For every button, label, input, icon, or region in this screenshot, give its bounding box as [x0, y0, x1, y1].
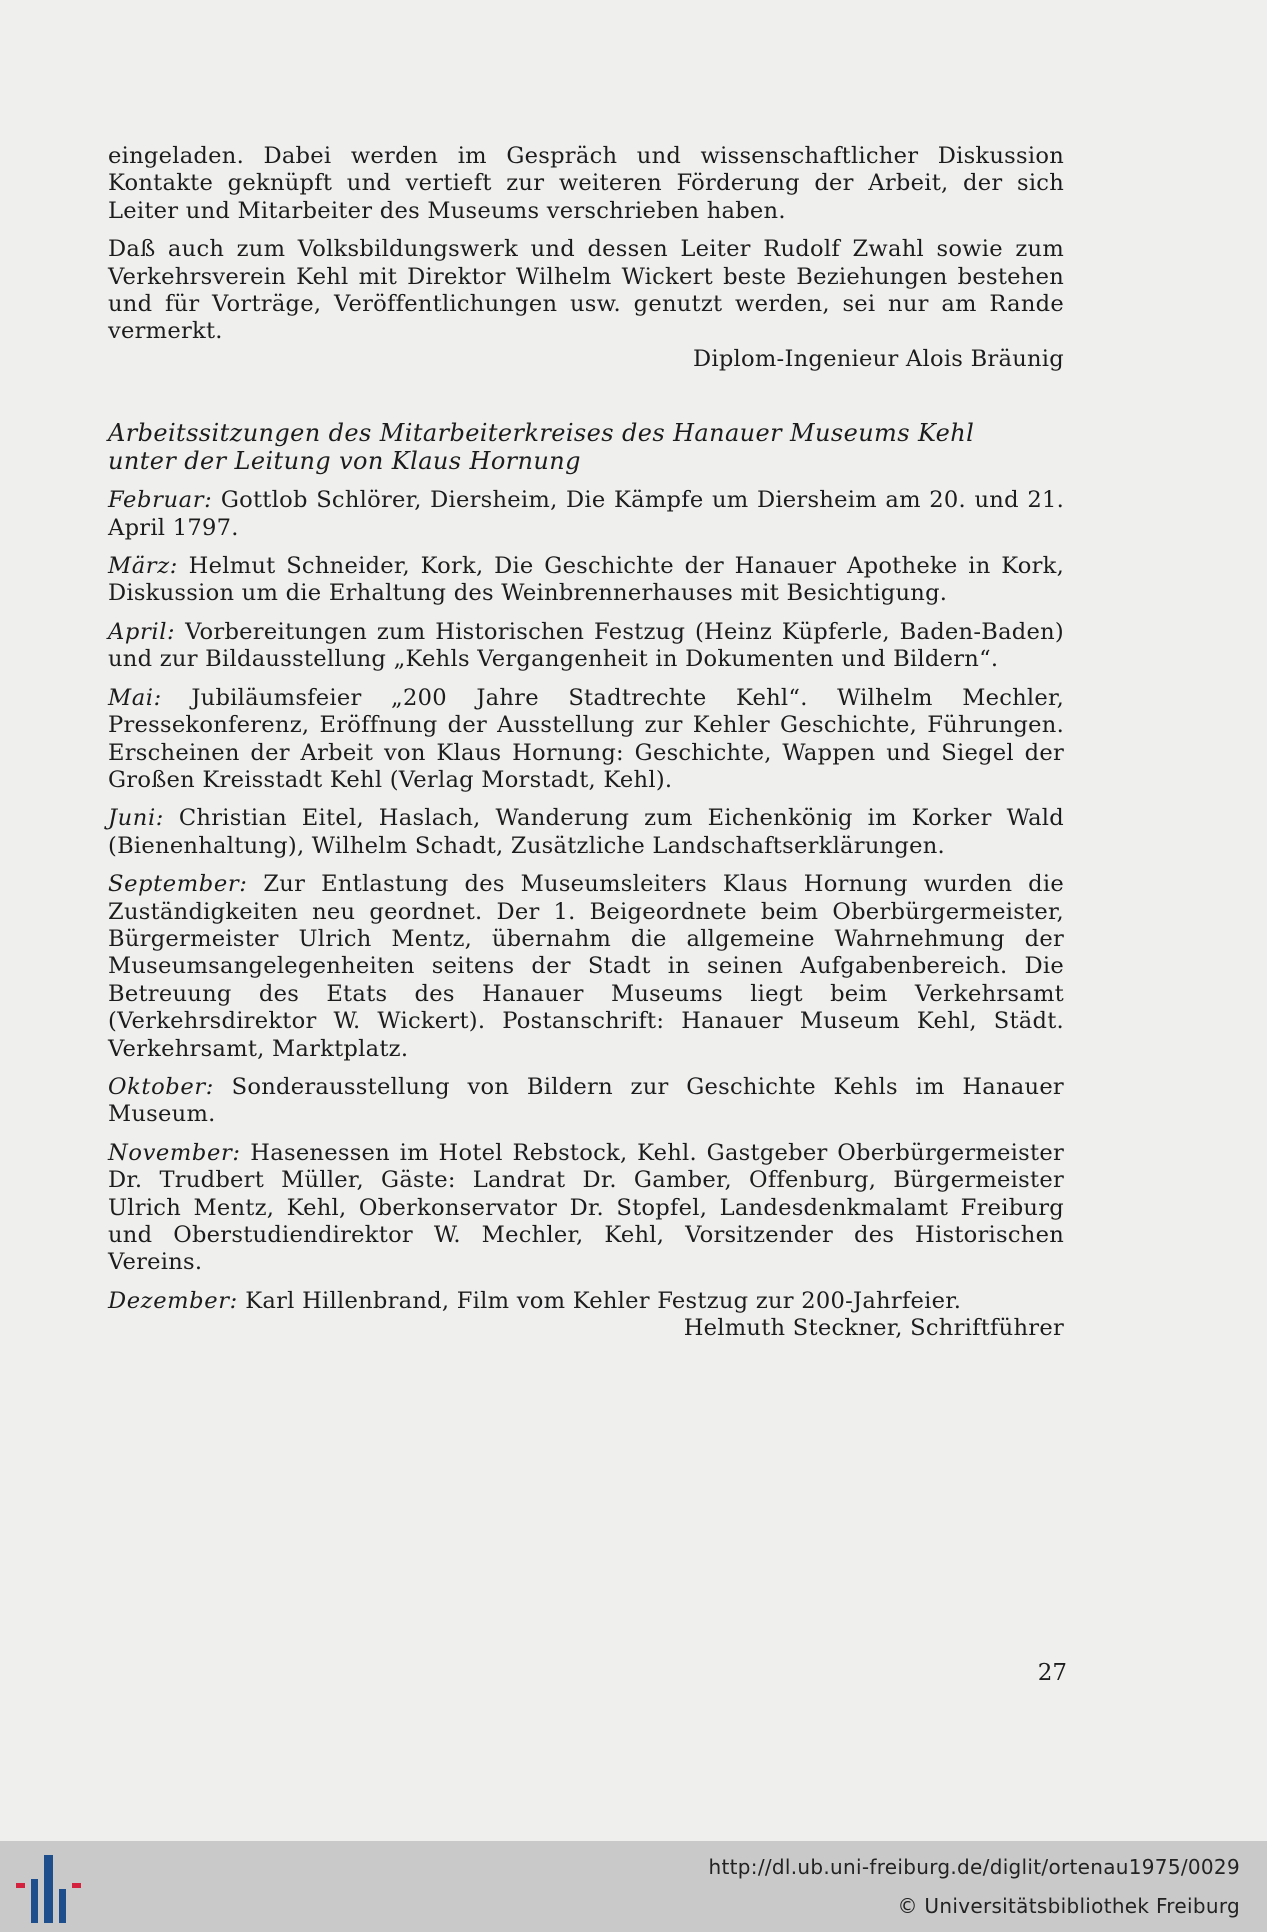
section-heading	[108, 419, 1064, 475]
entry-month: Dezember:	[108, 1287, 238, 1314]
intro-paragraph-1: eingeladen. Dabei werden im Gespräch und wissenschaftlicher Diskussion Kontakte geknüpft und vertieft zur weiteren Förderung der Arbeit, der sich Leiter und Mitarbeiter des Museums verschrieben haben.	[108, 143, 1064, 224]
entry-month: September:	[108, 871, 248, 898]
entry-text: Sonderausstellung von Bildern zur Geschichte Kehls im Hanauer Museum.	[108, 1073, 1064, 1128]
entry-oktober	[108, 1074, 1064, 1129]
section-heading-line-1: Arbeitssitzungen des Mitarbeiterkreises des Hanauer Museums Kehl	[108, 419, 975, 448]
entry-februar	[108, 487, 1064, 542]
entry-juni	[108, 805, 1064, 860]
intro-paragraph-2: Daß auch zum Volksbildungswerk und dessen Leiter Rudolf Zwahl sowie zum Verkehrsverein Kehl mit Direktor Wilhelm Wickert beste Beziehungen bestehen und für Vorträge, Veröffentlichungen usw. genutzt werden, sei nur am Rande vermerkt.	[108, 236, 1064, 345]
entry-text: Zur Entlastung des Museumsleiters Klaus Hornung wurden die Zuständigkeiten neu geordnet. Der 1. Beigeordnete beim Oberbürgermeister, Bürgermeister Ulrich Mentz, übernahm die allgemeine Wahrnehmung der Museumsangelegenheiten seitens der Stadt in seinen Aufgabenbereich. Die Betreuung des Etats des Hanauer Museums liegt beim Verkehrsamt (Verkehrsdirektor W. Wickert). Postanschrift: Hanauer Museum Kehl, Städt. Verkehrsamt, Marktplatz.	[108, 871, 1064, 1062]
section-heading-line-2: unter der Leitung von Klaus Hornung	[108, 447, 581, 476]
footer-url-link[interactable]: http://dl.ub.uni-freiburg.de/diglit/ortenau1975/0029	[708, 1855, 1240, 1879]
entry-month: November:	[108, 1139, 241, 1166]
entry-april	[108, 619, 1064, 674]
entry-text: Gottlob Schlörer, Diersheim, Die Kämpfe um Diersheim am 20. und 21. April 1797.	[108, 487, 1064, 541]
entry-text: Christian Eitel, Haslach, Wanderung zum Eichenkönig im Korker Wald (Bienenhaltung), Wilhelm Schadt, Zusätzliche Landschaftserklärungen.	[108, 805, 1064, 859]
entry-month: Februar:	[108, 487, 213, 514]
entry-month: Mai:	[108, 684, 162, 711]
footer-copyright: © Universitätsbibliothek Freiburg	[897, 1894, 1240, 1918]
intro-signature: Diplom-Ingenieur Alois Bräunig	[693, 345, 1064, 372]
entry-november	[108, 1140, 1064, 1277]
footer-bar	[0, 1841, 1267, 1932]
entry-text: Karl Hillenbrand, Film vom Kehler Festzug zur 200-Jahrfeier.	[245, 1287, 962, 1314]
ub-freiburg-logo-icon	[14, 1853, 84, 1925]
page-content	[108, 143, 1064, 1343]
entry-dezember	[108, 1288, 1064, 1315]
entry-text: Hasenessen im Hotel Rebstock, Kehl. Gastgeber Oberbürgermeister Dr. Trudbert Müller, Gäste: Landrat Dr. Gamber, Offenburg, Bürgermeister Ulrich Mentz, Kehl, Oberkonservator Dr. Stopfel, Landesdenkmalamt Freiburg und Oberstudiendirektor W. Mechler, Kehl, Vorsitzender des Historischen Vereins.	[108, 1139, 1064, 1276]
entry-month: Juni:	[108, 805, 164, 832]
entry-text: Helmut Schneider, Kork, Die Geschichte der Hanauer Apotheke in Kork, Diskussion um die Erhaltung des Weinbrennerhauses mit Besichtigung.	[108, 553, 1064, 607]
section-signature: Helmuth Steckner, Schriftführer	[683, 1315, 1064, 1342]
entry-month: März:	[108, 553, 178, 580]
entry-text: Jubiläumsfeier „200 Jahre Stadtrechte Kehl“. Wilhelm Mechler, Pressekonferenz, Eröffnung der Ausstellung zur Kehler Geschichte, Führungen. Erscheinen der Arbeit von Klaus Hornung: Geschichte, Wappen und Siegel der Großen Kreisstadt Kehl (Verlag Morstadt, Kehl).	[108, 684, 1065, 793]
entry-mai	[108, 685, 1064, 795]
entry-maerz	[108, 553, 1064, 608]
entry-text: Vorbereitungen zum Historischen Festzug (Heinz Küpferle, Baden-Baden) und zur Bildausstellung „Kehls Vergangenheit in Dokumenten und Bildern“.	[108, 618, 1064, 673]
page-number: 27	[1037, 1660, 1067, 1686]
entry-month: April:	[108, 618, 176, 645]
entry-september	[108, 871, 1064, 1063]
entry-month: Oktober:	[108, 1073, 214, 1100]
